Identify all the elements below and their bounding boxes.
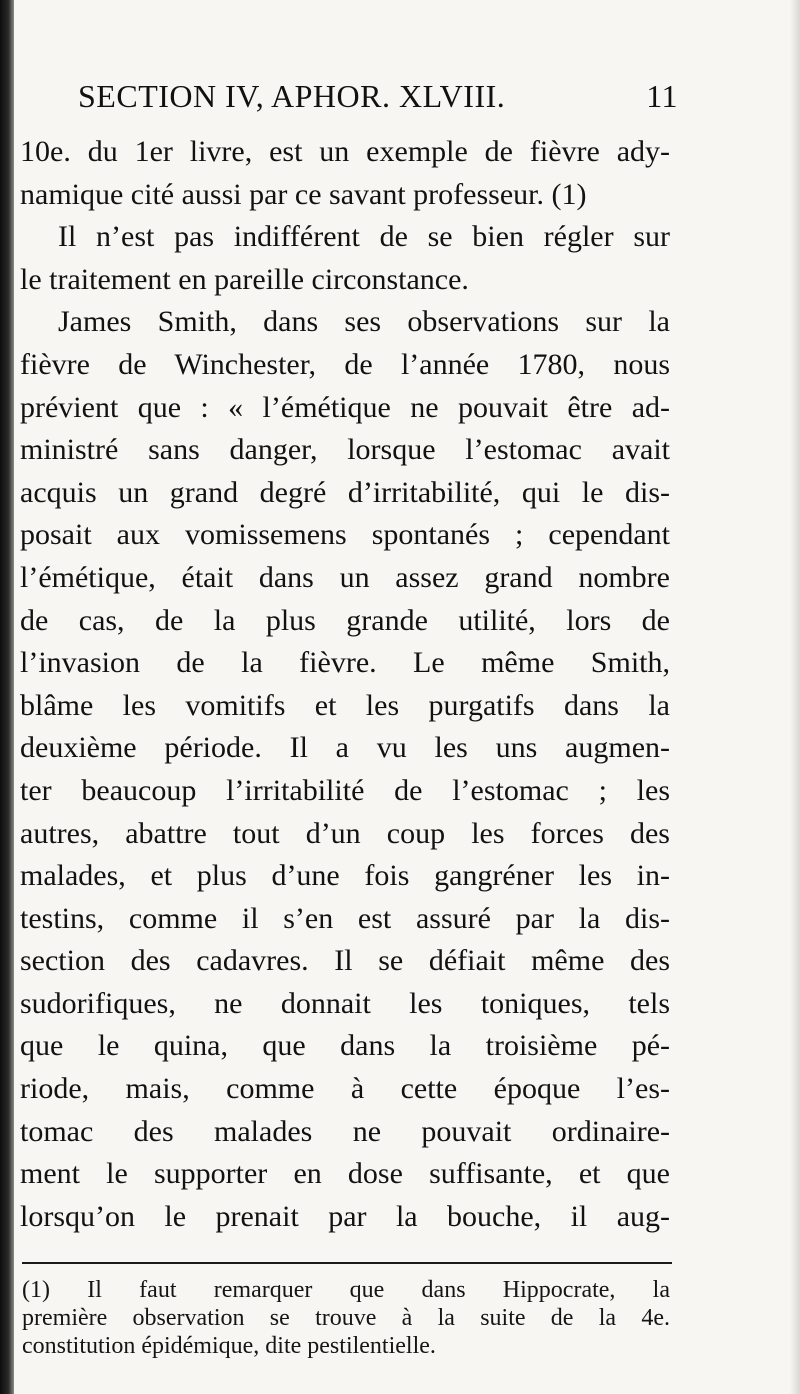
- footnote-line: (1) Il faut remarquer que dans Hippocrate, la: [22, 1277, 670, 1303]
- body-line: tomac des malades ne pouvait ordinaire-: [20, 1114, 670, 1148]
- body-line: ment le supporter en dose suffisante, et que: [20, 1157, 670, 1191]
- footnote: [22, 1276, 670, 1360]
- body-line: le traitement en pareille circonstance.: [20, 262, 469, 296]
- body-line: de cas, de la plus grande utilité, lors de: [20, 603, 670, 637]
- body-line: deuxième période. Il a vu les uns augmen-: [20, 731, 670, 765]
- body-line: fièvre de Winchester, de l’année 1780, nous: [20, 347, 670, 381]
- body-line: l’invasion de la fièvre. Le même Smith,: [20, 646, 670, 680]
- body-line: acquis un grand degré d’irritabilité, qui le dis-: [20, 475, 670, 509]
- footnote-line: première observation se trouve à la suite de la 4e.: [22, 1305, 670, 1331]
- footnote-rule: [22, 1262, 672, 1264]
- body-line: ter beaucoup l’irritabilité de l’estomac ; les: [20, 773, 670, 807]
- body-line: malades, et plus d’une fois gangréner les in-: [20, 859, 670, 893]
- body-line: autres, abattre tout d’un coup les forces des: [20, 816, 670, 850]
- body-line: testins, comme il s’en est assuré par la dis-: [20, 901, 670, 935]
- footnote-line: constitution épidémique, dite pestilentielle.: [22, 1333, 436, 1359]
- body-text: [20, 131, 670, 1238]
- body-line: sudorifiques, ne donnait les toniques, tels: [20, 986, 670, 1020]
- running-head: [78, 78, 678, 118]
- body-line: posait aux vomissemens spontanés ; cependant: [20, 518, 670, 552]
- page-edge-shadow: [790, 0, 800, 1394]
- running-head-title: SECTION IV, APHOR. XLVIII.: [78, 78, 506, 114]
- body-line: Il n’est pas indifférent de se bien régler sur: [58, 220, 670, 254]
- body-line: riode, mais, comme à cette époque l’es-: [20, 1072, 670, 1106]
- body-line: namique cité aussi par ce savant professeur. (1): [20, 177, 587, 211]
- page-gutter-shadow: [0, 0, 14, 1394]
- page-number: 11: [646, 78, 678, 114]
- body-line: section des cadavres. Il se défiait même des: [20, 944, 670, 978]
- body-line: l’émétique, était dans un assez grand nombre: [20, 560, 670, 594]
- body-line: James Smith, dans ses observations sur la: [58, 305, 670, 339]
- body-line: lorsqu’on le prenait par la bouche, il aug-: [20, 1199, 670, 1233]
- body-line: 10e. du 1er livre, est un exemple de fièvre ady-: [20, 135, 670, 168]
- body-line: que le quina, que dans la troisième pé-: [20, 1029, 670, 1063]
- body-line: blâme les vomitifs et les purgatifs dans la: [20, 688, 670, 722]
- body-line: ministré sans danger, lorsque l’estomac avait: [20, 433, 670, 467]
- body-line: prévient que : « l’émétique ne pouvait être ad-: [20, 390, 670, 424]
